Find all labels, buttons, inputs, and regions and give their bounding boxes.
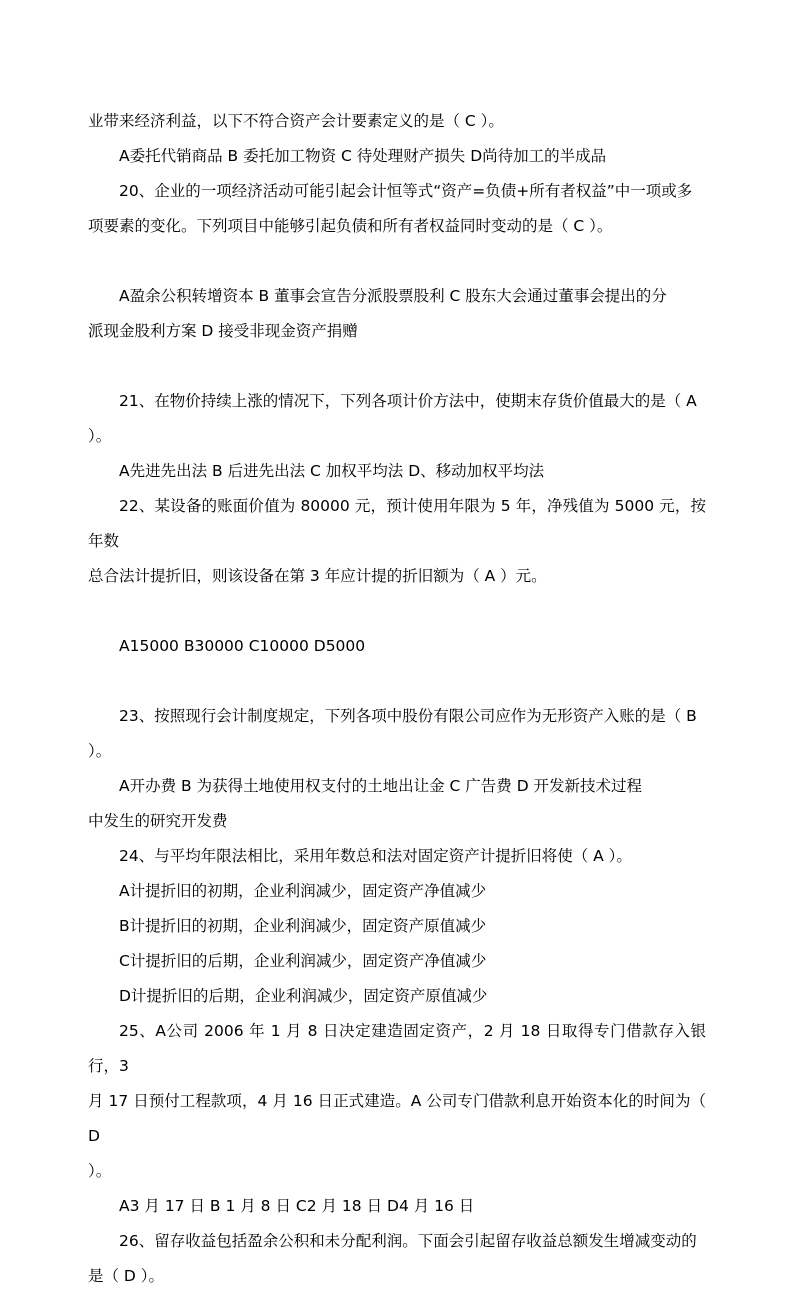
paragraph-q26-stem-line1: 26、留存收益包括盈余公积和未分配利润。下面会引起留存收益总额发生增减变动的 (119, 1232, 697, 1250)
options-q22: A15000 B30000 C10000 D5000 (119, 637, 366, 655)
blank-line (88, 664, 706, 699)
options-q21: A先进先出法 B 后进先出法 C 加权平均法 D、移动加权平均法 (119, 462, 545, 480)
options-q20-line1: A盈余公积转增资本 B 董事会宣告分派股票股利 C 股东大会通过董事会提出的分 (119, 287, 667, 305)
blank-line (88, 594, 706, 629)
blank-line (88, 349, 706, 384)
options-q19: A委托代销商品 B 委托加工物资 C 待处理财产损失 D尚待加工的半成品 (119, 147, 607, 165)
options-q24-d: D计提折旧的后期，企业利润减少，固定资产原值减少 (119, 987, 488, 1005)
options-q24-b: B计提折旧的初期，企业利润减少，固定资产原值减少 (119, 917, 487, 935)
paragraph-q20-stem-line2: 项要素的变化。下列项目中能够引起负债和所有者权益同时变动的是（ C ）。 (88, 217, 613, 235)
paragraph-q22-stem-line2: 总合法计提折旧，则该设备在第 3 年应计提的折旧额为（ A ）元。 (88, 567, 547, 585)
paragraph-q24-stem: 24、与平均年限法相比，采用年数总和法对固定资产计提折旧将使（ A ）。 (119, 847, 632, 865)
paragraph-q26-stem-line2: 是（ D ）。 (88, 1267, 165, 1285)
paragraph-q20-stem-line1: 20、企业的一项经济活动可能引起会计恒等式“资产=负债+所有者权益”中一项或多 (119, 182, 693, 200)
paragraph-q19-stem-cont: 业带来经济利益，以下不符合资产会计要素定义的是（ C ）。 (88, 112, 504, 130)
paragraph-q25-stem-line1: 25、A公司 2006 年 1 月 8 日决定建造固定资产，2 月 18 日取得专门借款存入银行，3 (88, 1022, 706, 1075)
options-q25: A3 月 17 日 B 1 月 8 日 C2 月 18 日 D4 月 16 日 (119, 1197, 475, 1215)
paragraph-q25-stem-line3: ）。 (88, 1162, 112, 1180)
paragraph-q21-stem-line2: ）。 (88, 427, 112, 445)
options-q20-line2: 派现金股利方案 D 接受非现金资产捐赠 (88, 322, 358, 340)
paragraph-q25-stem-line2: 月 17 日预付工程款项，4 月 16 日正式建造。A 公司专门借款利息开始资本化的时间为（ D (88, 1092, 706, 1145)
options-q24-c: C计提折旧的后期，企业利润减少，固定资产净值减少 (119, 952, 487, 970)
options-q24-a: A计提折旧的初期，企业利润减少，固定资产净值减少 (119, 882, 487, 900)
paragraph-q23-stem-line2: ）。 (88, 742, 112, 760)
document-body (88, 104, 706, 1294)
options-q23-line1: A开办费 B 为获得土地使用权支付的土地出让金 C 广告费 D 开发新技术过程 (119, 777, 643, 795)
paragraph-q22-stem-line1: 22、某设备的账面价值为 80000 元，预计使用年限为 5 年，净残值为 5000 元，按年数 (88, 497, 706, 550)
paragraph-q23-stem-line1: 23、按照现行会计制度规定，下列各项中股份有限公司应作为无形资产入账的是（ B (119, 707, 697, 725)
blank-line (88, 244, 706, 279)
options-q23-line2: 中发生的研究开发费 (88, 812, 228, 830)
paragraph-q21-stem-line1: 21、在物价持续上涨的情况下，下列各项计价方法中，使期末存货价值最大的是（ A (119, 392, 697, 410)
